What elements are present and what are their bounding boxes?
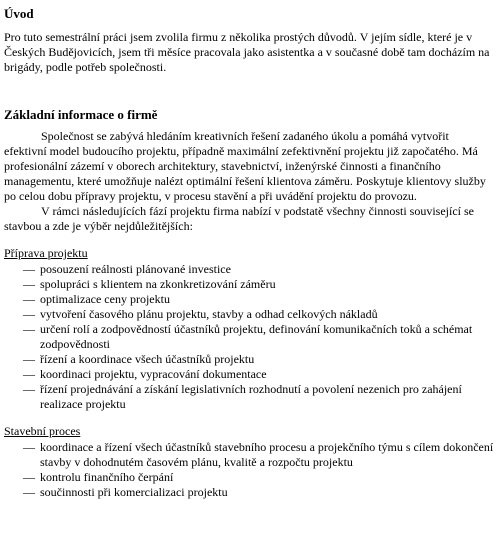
list-item-text: posouzení reálnosti plánované investice [40, 262, 231, 276]
list-item [4, 485, 494, 500]
stavebni-list [4, 440, 494, 500]
dash-bullet: — [23, 382, 35, 396]
dash-bullet: — [23, 470, 35, 484]
dash-bullet: — [23, 292, 35, 306]
list-heading-stavebni-proces: Stavební proces [4, 424, 81, 438]
list-item [4, 470, 494, 485]
priprava-list [4, 262, 494, 412]
list-item-text: optimalizace ceny projektu [40, 292, 170, 306]
dash-bullet: — [23, 485, 35, 499]
list-item-text: koordinaci projektu, vypracování dokumentace [40, 367, 267, 381]
document-page [4, 6, 494, 500]
list-item [4, 440, 494, 470]
list-item [4, 307, 494, 322]
spacer [4, 75, 494, 107]
dash-bullet: — [23, 352, 35, 366]
list-item-text: řízení projednávání a získání legislativních rozhodnutí a povolení nezenich pro zahájení realizace projektu [40, 382, 462, 411]
dash-bullet: — [23, 277, 35, 291]
company-description-paragraph: Společnost se zabývá hledáním kreativních řešení zadaného úkolu a pomáhá vytvořit efektivní model budoucího projektu, případně maximální zefektivnění projektu již započatého. Má profesionální zázemí v oborech architektury, stavebnictví, inženýrské činnosti a finančního managementu, které umožňuje nalézt optimální řešení klientova záměru. Poskytuje klientovy služby po celou dobu přípravy projektu, v procesu stavění a při uvádění projektu do provozu. [4, 129, 486, 203]
dash-bullet: — [23, 322, 35, 336]
list-item [4, 277, 494, 292]
dash-bullet: — [23, 440, 35, 454]
list-item-text: řízení a koordinace všech účastníků projektu [40, 352, 255, 366]
section-title-uvod: Úvod [4, 6, 34, 21]
list-item-text: kontrolu finančního čerpání [40, 470, 174, 484]
list-item-text: určení rolí a zodpovědností účastníků projektu, definování komunikačních toků a schémat zodpovědnosti [40, 322, 473, 351]
list-item [4, 352, 494, 367]
list-item [4, 367, 494, 382]
services-intro-paragraph: V rámci následujících fází projektu firma nabízí v podstatě všechny činnosti související se stavbou a zde je výběr nejdůležitějších: [4, 204, 474, 233]
list-item [4, 292, 494, 307]
section-title-zakladni-informace: Základní informace o firmě [4, 107, 158, 122]
list-item-text: spolupráci s klientem na zkonkretizování záměru [40, 277, 276, 291]
list-item [4, 262, 494, 277]
dash-bullet: — [23, 307, 35, 321]
list-item [4, 382, 494, 412]
dash-bullet: — [23, 262, 35, 276]
list-item [4, 322, 494, 352]
dash-bullet: — [23, 367, 35, 381]
intro-paragraph: Pro tuto semestrální práci jsem zvolila firmu z několika prostých důvodů. V jejím sídle, které je v Českých Budějovicích, jsem tři měsíce pracovala jako asistentka a v současné době tam docházím na brigády, podle potřeb společnosti. [4, 30, 490, 74]
list-item-text: součinnosti při komercializaci projektu [40, 485, 228, 499]
list-item-text: vytvoření časového plánu projektu, stavby a odhad celkových nákladů [40, 307, 378, 321]
list-item-text: koordinace a řízení všech účastníků stavebního procesu a projekčního týmu s cílem dokončení stavby v dohodnutém časovém plánu, kvalitě a rozpočtu projektu [40, 440, 494, 469]
list-heading-priprava: Příprava projektu [4, 246, 88, 260]
